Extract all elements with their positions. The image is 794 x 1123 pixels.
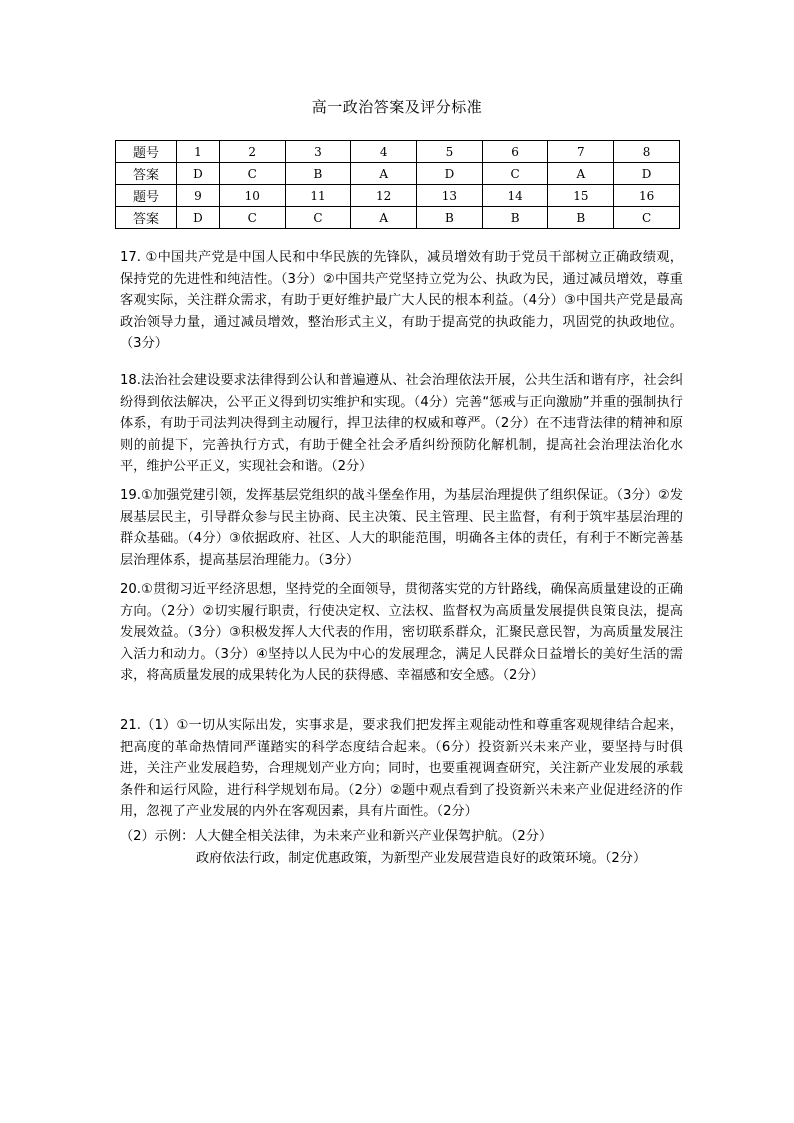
question-number: 1	[177, 141, 220, 163]
answer-cell: B	[285, 163, 351, 185]
answer-cell: B	[417, 207, 483, 229]
answer-cell: A	[351, 207, 417, 229]
question-number: 3	[285, 141, 351, 163]
answer-q17-text: 17. ①中国共产党是中国人民和中华民族的先锋队，减员增效有助于党员干部树立正确政绩观，保持党的先进性和纯洁性。（3分）②中国共产党坚持立党为公、执政为民，通过减员增效，尊重客观实际，关注群众需求，有助于更好维护最广大人民的根本利益。（4分）③中国共产党是最高政治领导力量，通过减员增效，整治形式主义，有助于提高党的执政能力，巩固党的执政地位。（3分）	[120, 250, 683, 351]
question-number: 10	[219, 185, 285, 207]
question-number: 2	[219, 141, 285, 163]
answer-q21-part1-text: 21.（1）①一切从实际出发，实事求是，要求我们把发挥主观能动性和尊重客观规律结合起来，把高度的革命热情同严谨踏实的科学态度结合起来。（6分）投资新兴未来产业，要坚持与时俱进，关注产业发展趋势，合理规划产业方向；同时，也要重视调查研究，关注新产业发展的承载条件和运行风险，进行科学规划布局。（2分）②题中观点看到了投资新兴未来产业促进经济的作用，忽视了产业发展的内外在客观因素，具有片面性。（2分）	[120, 718, 683, 819]
answer-q19	[120, 485, 683, 571]
row-header: 答案	[116, 207, 177, 229]
row-header: 答案	[116, 163, 177, 185]
answer-cell: D	[614, 163, 680, 185]
question-number: 16	[614, 185, 680, 207]
answer-cell: B	[482, 207, 548, 229]
row-header: 题号	[116, 185, 177, 207]
answer-cell: C	[285, 207, 351, 229]
table-row	[116, 141, 680, 163]
answer-cell: A	[351, 163, 417, 185]
answer-q18	[120, 370, 683, 478]
question-number: 9	[177, 185, 220, 207]
answer-q18-text: 18.法治社会建设要求法律得到公认和普遍遵从、社会治理依法开展，公共生活和谐有序，社会纠纷得到依法解决，公平正义得到切实维护和实现。（4分）完善“惩戒与正向激励”并重的强制执行体系，有助于司法判决得到主动履行，捍卫法律的权威和尊严。（2分）在不违背法律的精神和原则的前提下，完善执行方式，有助于健全社会矛盾纠纷预防化解机制，提高社会治理法治化水平，维护公平正义，实现社会和谐。（2分）	[120, 373, 683, 474]
table-row	[116, 163, 680, 185]
question-number: 15	[548, 185, 614, 207]
answer-cell: D	[177, 207, 220, 229]
answer-q17	[120, 247, 683, 355]
question-number: 11	[285, 185, 351, 207]
page-title: 高一政治答案及评分标准	[311, 98, 483, 116]
question-number: 5	[417, 141, 483, 163]
answer-cell: C	[219, 163, 285, 185]
answer-cell: D	[177, 163, 220, 185]
answer-cell: A	[548, 163, 614, 185]
answer-q20	[120, 579, 683, 687]
answer-table	[115, 140, 680, 229]
question-number: 8	[614, 141, 680, 163]
answer-q19-text: 19.①加强党建引领，发挥基层党组织的战斗堡垒作用，为基层治理提供了组织保证。（3分）②发展基层民主，引导群众参与民主协商、民主决策、民主管理、民主监督，有利于筑牢基层治理的群众基础。（4分）③依据政府、社区、人大的职能范围，明确各主体的责任，有利于不断完善基层治理体系，提高基层治理能力。（3分）	[120, 488, 683, 568]
answer-cell: C	[614, 207, 680, 229]
question-number: 4	[351, 141, 417, 163]
question-number: 14	[482, 185, 548, 207]
answer-cell: C	[482, 163, 548, 185]
question-number: 6	[482, 141, 548, 163]
table-row	[116, 185, 680, 207]
answer-cell: D	[417, 163, 483, 185]
question-number: 13	[417, 185, 483, 207]
answer-q21-part2-line1: （2）示例：人大健全相关法律，为未来产业和新兴产业保驾护航。（2分）	[120, 829, 553, 844]
question-number: 7	[548, 141, 614, 163]
answer-q21-part1	[120, 715, 683, 823]
answer-q21-part2	[120, 826, 683, 869]
question-number: 12	[351, 185, 417, 207]
table-row	[116, 207, 680, 229]
answer-q21-part2-line2: 政府依法行政，制定优惠政策，为新型产业发展营造良好的政策环境。（2分）	[196, 850, 647, 866]
answer-cell: C	[219, 207, 285, 229]
answer-cell: B	[548, 207, 614, 229]
row-header: 题号	[116, 141, 177, 163]
answer-q20-text: 20.①贯彻习近平经济思想，坚持党的全面领导，贯彻落实党的方针路线，确保高质量建设的正确方向。（2分）②切实履行职责，行使决定权、立法权、监督权为高质量发展提供良策良法，提高发展效益。（3分）③积极发挥人大代表的作用，密切联系群众，汇聚民意民智，为高质量发展注入活力和动力。（3分）④坚持以人民为中心的发展理念，满足人民群众日益增长的美好生活的需求，将高质量发展的成果转化为人民的获得感、幸福感和安全感。（2分）	[120, 582, 683, 683]
